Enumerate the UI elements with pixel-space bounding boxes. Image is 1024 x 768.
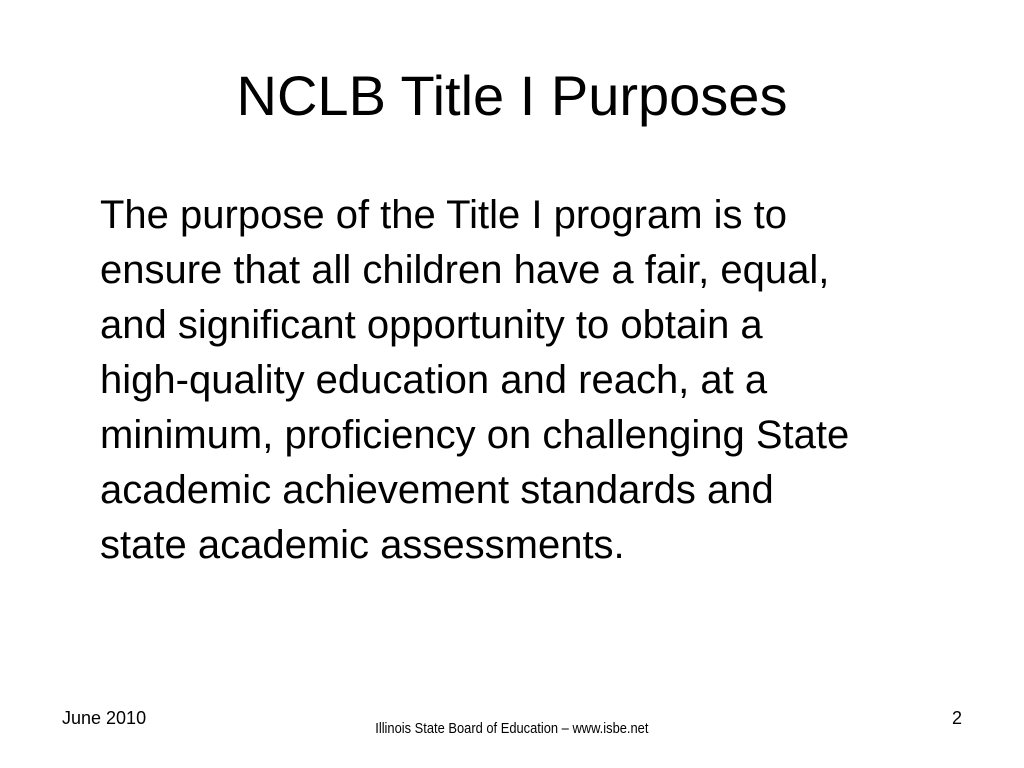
body-line: high-quality education and reach, at a <box>100 358 768 402</box>
body-line: ensure that all children have a fair, equal, <box>100 248 830 292</box>
slide-body-text <box>100 188 980 573</box>
body-line: state academic assessments. <box>100 523 625 567</box>
footer-organization <box>0 720 1024 738</box>
footer-organization-text: Illinois State Board of Education – www.isbe.net <box>375 720 649 737</box>
body-line: and significant opportunity to obtain a <box>100 303 763 347</box>
body-line: The purpose of the Title I program is to <box>100 193 788 237</box>
footer-date: June 2010 <box>62 708 147 728</box>
slide-title: NCLB Title I Purposes <box>236 64 788 127</box>
slide-number: 2 <box>951 708 962 728</box>
body-line: academic achievement standards and <box>100 468 774 512</box>
body-line: minimum, proficiency on challenging State <box>100 413 850 457</box>
